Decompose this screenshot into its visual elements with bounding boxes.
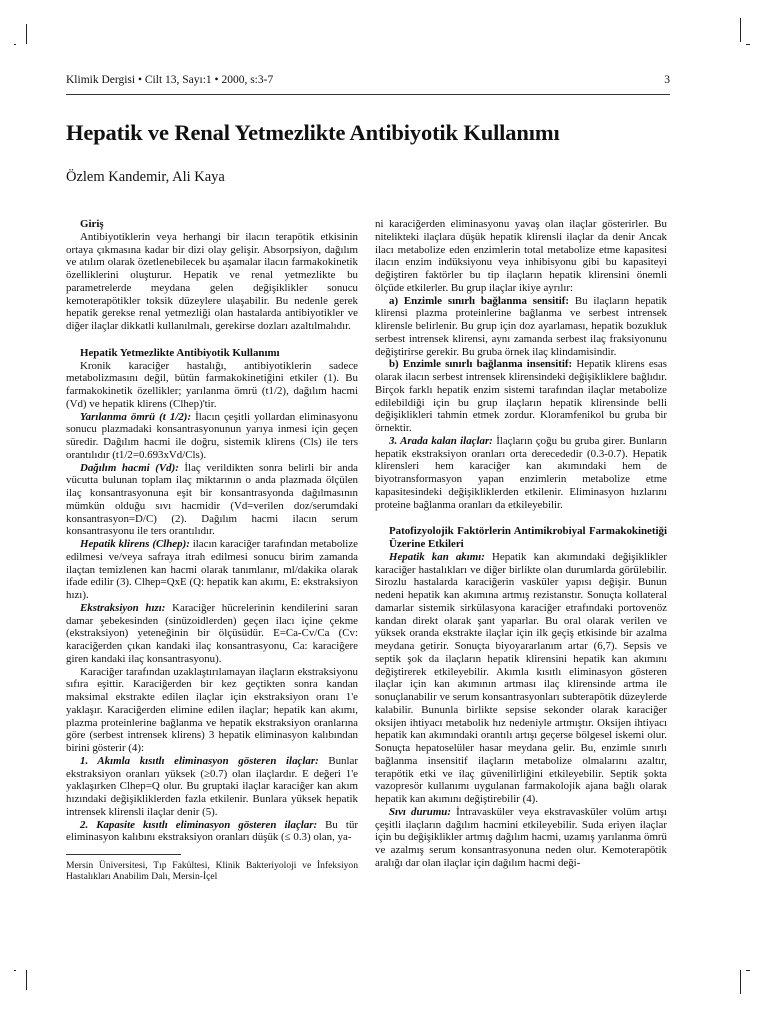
footnote-rule (66, 854, 181, 855)
journal-name: Klimik Dergisi (66, 74, 136, 86)
crop-mark (26, 970, 27, 990)
volume-issue: Cilt 13, Sayı:1 (144, 74, 212, 86)
term-text: Bu ilaçların hepatik klirensi plazma proteinlerine bağlanma ve serbest intrensek klirensle belirlenir. Bu grup için doz ayarlaması, hepatik bozukluk serbest intrensek klirensi, aynı zamanda serbest ilaç fraksiyonunu değiştirirse gerekir. Bu gruba örnek ilaç klindamisindir. (375, 294, 667, 358)
paragraph (375, 435, 667, 512)
header-rule (66, 94, 670, 95)
crop-mark (740, 970, 741, 994)
term-label: a) Enzimle sınırlı bağlanma sensitif: (389, 294, 570, 307)
paragraph (375, 551, 667, 806)
section-heading-patofizyolojik: Patofizyolojik Faktörlerin Antimikrobiyal Farmakokinetiği Üzerine Etkileri (389, 525, 667, 550)
spacer (375, 511, 667, 525)
article-authors: Özlem Kandemir, Ali Kaya (66, 169, 225, 185)
term-label: 1. Akımla kısıtlı eliminasyon gösteren ilaçlar: (80, 754, 319, 767)
term-label: 2. Kapasite kısıtlı eliminasyon gösteren ilaçlar: (80, 818, 318, 831)
running-header (66, 74, 670, 86)
term-label: Dağılım hacmi (Vd): (80, 461, 179, 474)
term-label: Hepatik kan akımı: (389, 550, 485, 563)
paragraph (66, 602, 358, 666)
bullet-icon: • (137, 74, 145, 86)
left-column (66, 218, 358, 882)
crop-mark (746, 970, 750, 971)
right-column (375, 218, 667, 870)
article-title: Hepatik ve Renal Yetmezlikte Antibiyotik Kullanımı (66, 120, 560, 145)
term-text: İlaç verildikten sonra belirli bir anda vücutta bulunan toplam ilaç miktarının o anda plazmada ölçülen ilaç konsantrasyonuna eşit bir konsantrasyonda dağılmasının mümkün olduğu sıvı hacmidir (Vd=verilen doz/serumdaki konsantrasyon=D/C) (2). Dağılım hacmi ilacın serum konsantrasyonu ile ters orantılıdır. (66, 461, 358, 538)
affiliation-footnote: Mersin Üniversitesi, Tıp Fakültesi, Klinik Bakteriyoloji ve İnfeksiyon Hastalıkları Anabilim Dalı, Mersin-İçel (66, 860, 358, 882)
term-text: İlacın çeşitli yollardan eliminasyonu sonucu plazmadaki konsantrasyonunun yarıya inmesi için geçen süredir. Dağılım hacmi ile doğru, sistemik klirens (Cls) ile ters orantılıdır (t1/2=0.693xVd/Cls). (66, 410, 358, 461)
section-heading-hepatik: Hepatik Yetmezlikte Antibiyotik Kullanımı (80, 346, 280, 359)
paragraph (66, 538, 358, 602)
term-label: Ekstraksiyon hızı: (80, 601, 166, 614)
bullet-icon: • (214, 74, 222, 86)
paragraph (66, 462, 358, 539)
paragraph (66, 411, 358, 462)
crop-mark (26, 24, 27, 44)
paragraph (375, 806, 667, 870)
term-label: b) Enzimle sınırlı bağlanma insensitif: (389, 358, 573, 371)
crop-mark (746, 44, 750, 45)
paragraph: ni karaciğerden eliminasyonu yavaş olan ilaçlar gösterirler. Bu nitelikteki ilaçlara düşük hepatik klirensli ilaçlar da denir Ancak ilacı metabolize eden enzimlerin total metabolize etme kapasitesi ilacın enzim indüksiyonu veya inhibisyonu gibi bu kapasiteyi değiştiren faktörler bu tip ilaçların hepatik klirensini önemli ölçüde etkilerler. Bu grup ilaçlar ikiye ayrılır: (375, 218, 667, 294)
paragraph (66, 755, 358, 819)
paragraph (66, 819, 358, 845)
crop-mark (740, 18, 741, 42)
term-text: İntravasküler veya ekstravasküler volüm artışı çeşitli ilaçların dağılım hacmini etkileyebilir. Suda eriyen ilaçlar için bu değişiklikler artmış dağılım hacmi, uzamış yarılanma ömrü ve azalmış serum konsantrasyonuna neden olur. Kemoterapötik aralığı dar olan ilaçlar için dağılım hacmi deği- (375, 805, 667, 869)
term-text: Karaciğer hücrelerinin kendilerini saran damar şebekesinden (sinüzoidlerden) geçen ilacı içine çekme (ekstraksiyon) yeteneğinin bir ölçüsüdür. E=Ca-Cv/Ca (Cv: karaciğerden çıkan kandaki ilaç konsantrasyonu, Ca: karaciğere giren kandaki ilaç konsantrasyonu). (66, 601, 358, 665)
spacer (66, 333, 358, 347)
paragraph: Karaciğer tarafından uzaklaştırılamayan ilaçların ekstraksiyonu sıfıra eşittir. Karaciğerden bir kez geçtikten sonra kandan maksimal ekstrakte edilen ilaçlar için ekstraksiyon oranı 1'e yaklaşır. Karaciğerden elimine edilen ilaçlar; hepatik kan akımı, plazma proteinlerine bağlanma ve hepatik ekstraksiyon oranlarına göre (serbest intrensek klirens) 3 hepatik eliminasyon kalıbından birini gösterir (4): (66, 665, 358, 754)
term-text: Bunlar ekstraksiyon oranları yüksek (≥0.7) olan ilaçlardır. E değeri 1'e yaklaşırken Clhep=Q olur. Bu gruptaki ilaçlar karaciğer kan akım hızındaki değişikliklerden fazla etkilenir. Bunlara yüksek hepatik intrensek klirensli ilaçlar denir (5). (66, 754, 358, 818)
paragraph: Kronik karaciğer hastalığı, antibiyotiklerin sadece metabolizmasını değil, bütün farmakokinetiğini etkiler (1). Bu farmakokinetik özellikler; yarılanma ömrü (t1/2), dağılım hacmi (Vd) ve hepatik klirens (Clhep)'tir. (66, 359, 358, 410)
year-pages: 2000, s:3-7 (221, 74, 274, 86)
term-label: Hepatik klirens (Clhep): (80, 538, 190, 550)
term-text: Hepatik klirens esas olarak ilacın serbest intrensek klirensindeki değişikliklere bağlıdır. Birçok farklı hepatik enzim sistemi tarafından ilaçlar metabolize edilebildiği için bu grup ilaçların hepatik klirensinde belli değişiklikleri tahmin etmek zordur. Kloramfenikol bu gruba bir örnektir. (375, 358, 667, 434)
term-label: 3. Arada kalan ilaçlar: (389, 434, 493, 447)
term-text: Bu tür eliminasyon kalıbını ekstraksiyon oranları düşük (≤ 0.3) olan, ya- (66, 818, 359, 844)
page-number: 3 (664, 74, 670, 86)
crop-mark (14, 970, 16, 971)
paragraph: Antibiyotiklerin veya herhangi bir ilacın terapötik etkisinin ortaya çıkmasına kadar bir dizi olay gelişir. Absorpsiyon, dağılım ve atılım olarak özetlenebilecek bu aşamalar ilacın farmakokinetik özelliklerini oluşturur. Hepatik ve renal yetmezlikte bu parametrelerde meydana gelen değişiklikler sonucu kemoterapötikler toksik düzeylere ulaşabilir. Bu nedenle gerek hepatik gerekse renal yetmezliği olan hastalarda antibiyotikler ve diğer ilaçlar dikkatli kullanılmalı, gerekirse dozları azaltılmalıdır. (66, 230, 358, 332)
paragraph (375, 358, 667, 435)
crop-mark (14, 44, 16, 45)
term-text: Hepatik kan akımındaki değişiklikler karaciğer hastalıkları ve diğer birlikte olan durumlarda görülebilir. Sirozlu hastalarda karaciğerin vasküler yapısı değişir. Bunun nedeni hepatik kan akımına artmış rezistanstır. Sonuçta kollateral damarlar sistemik sirkülasyona karaciğer etrafındaki portovenöz kandan direkt olarak şant yaparlar. Bu oral olarak verilen ve yüksek oranda ekstrakte ilaçlar için ilk geçiş etkisinde bir azalma meydana getirir. Sonuçta biyoyararlanım artar (6,7). Sepsis ve septik şok da ilaçların hepatik klirensini hepatik kan akımını değiştirerek etkileyebilir. Akımla kısıtlı eliminasyon gösteren ilaçlar için kan akımının artması ilaç klirensinde artma ile sonuçlanabilir ve serum konsantrasyonları subterapötik düzeylerde kalabilir. Bununla birlikte sepsise sekonder olarak karaciğer oksijen ihtiyacı metabolik hız nedeniyle artmıştır. Oksijen ihtiyacı hepatik kan akımındaki orantılı artışı geçerse bölgesel iskemi olur. Sonuçta hepatoselüler hasar meydana gelir. Bu, enzimle sınırlı bağlanma insensitif ilaçların metabolize olmalarını azaltır, terapötik etki ve ilaç güvenilirliğini etkileyebilir. Septik şokta vazopresör kullanımı uygulanan farmakolojik ajana bağlı olarak hepatik kan akımını değiştirebilir (4). (375, 550, 667, 805)
term-text: İlaçların çoğu bu gruba girer. Bunların hepatik ekstraksiyon oranları orta derecededir (0.3-0.7). Hepatik klirensleri hem karaciğer kan akımındaki hem de biyotransformasyon yapan enzimlerin metabolize etme kapasitesindeki değişikliklerden etkilenir. Eliminasyon hızlarını proteine bağlanma oranları da etkileyebilir. (375, 434, 667, 511)
term-text: ilacın karaciğer tarafından metabolize edilmesi ve/veya safraya itrah edilmesi sonucu birim zamanda ilaçtan temizlenen kan hacmi olarak tanımlanır, ml/dakika olarak ifade edilir (3). Clhep=QxE (Q: hepatik kan akımı, E: ekstraksiyon hızı). (66, 538, 358, 601)
term-label: Yarılanma ömrü (t 1/2): (80, 410, 192, 423)
section-heading-giris: Giriş (80, 218, 104, 230)
paragraph (375, 295, 667, 359)
term-label: Sıvı durumu: (389, 805, 451, 818)
